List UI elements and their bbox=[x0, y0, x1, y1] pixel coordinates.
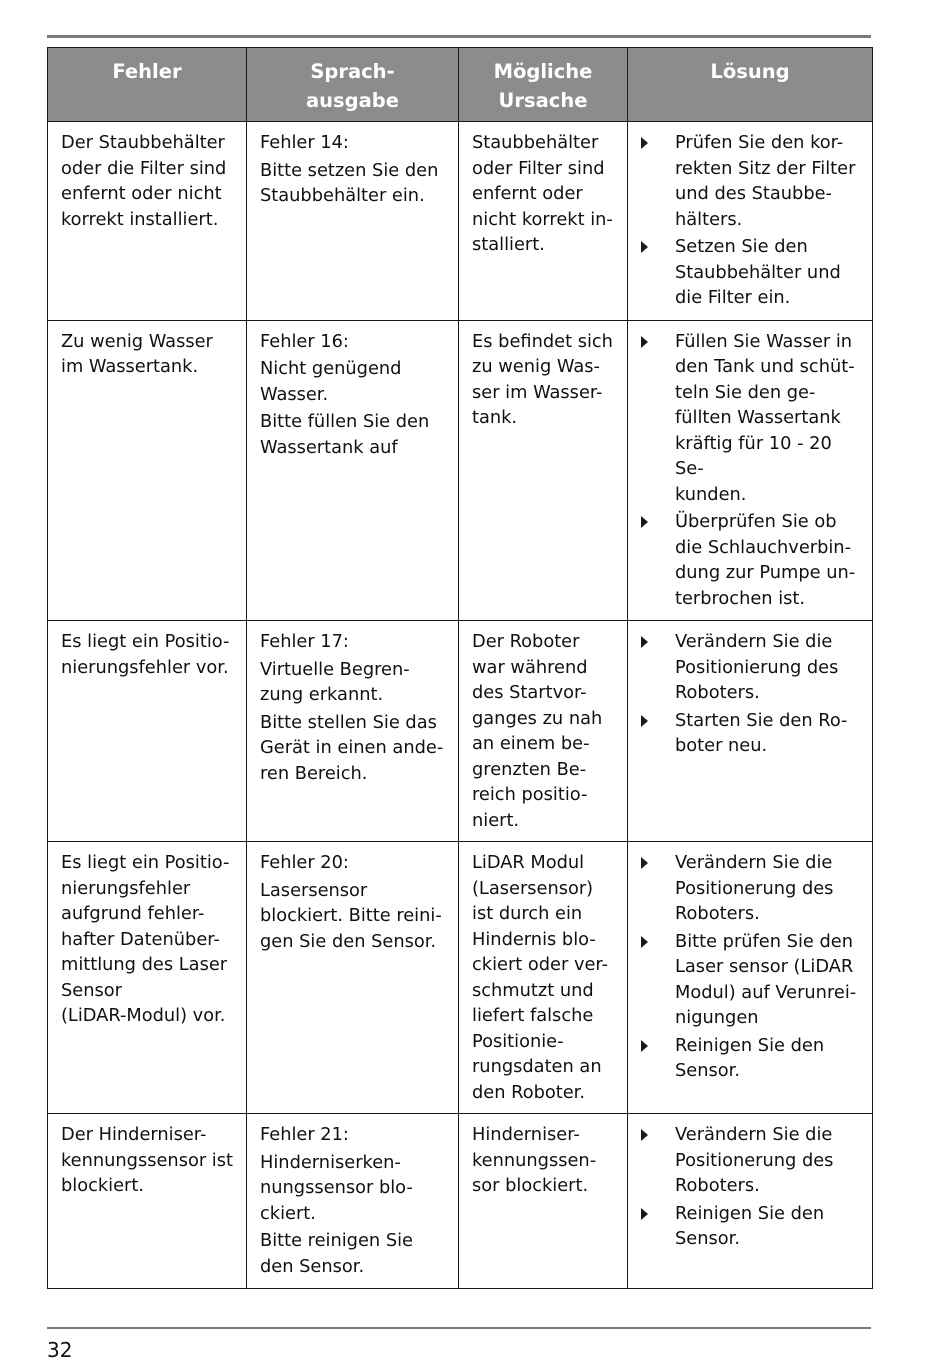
speech-block bbox=[260, 158, 446, 209]
text-line: Sensor bbox=[61, 979, 122, 1001]
bullet-arrow-icon bbox=[641, 1129, 648, 1141]
text-line: Starten Sie den Ro- bbox=[675, 709, 848, 731]
text-line: Fehler 14: bbox=[260, 132, 349, 153]
bullet-arrow-icon bbox=[641, 1040, 648, 1052]
bullet-arrow-icon bbox=[641, 1208, 648, 1220]
text-line: Nicht genügend bbox=[260, 358, 402, 379]
text-line: den Roboter. bbox=[472, 1081, 585, 1103]
text-line: Modul) auf Verunrei- bbox=[675, 981, 857, 1003]
text-line: des Startvor- bbox=[472, 682, 587, 703]
text-line: rekten Sitz der Filter bbox=[675, 157, 856, 179]
text-line: terbrochen ist. bbox=[675, 587, 806, 609]
text-line: Fehler 20: bbox=[260, 852, 349, 873]
text-line: Positionerung des bbox=[675, 877, 834, 899]
text-line: sor blockiert. bbox=[472, 1175, 589, 1196]
cell-sprachausgabe bbox=[247, 621, 459, 842]
solution-item bbox=[641, 1122, 860, 1199]
cell-ursache bbox=[459, 1114, 628, 1289]
cell-sprachausgabe bbox=[247, 122, 459, 321]
speech-block bbox=[260, 1150, 446, 1227]
text-line: oder Filter sind bbox=[472, 157, 605, 179]
text-line: nungssensor blo- bbox=[260, 1177, 413, 1198]
text-line: Fehler 17: bbox=[260, 631, 349, 652]
text-line: Sprach- bbox=[310, 60, 395, 83]
solution-item bbox=[641, 234, 860, 311]
text-line: Wassertank auf bbox=[260, 436, 398, 458]
solution-item bbox=[641, 708, 860, 759]
text-line: reich positio- bbox=[472, 784, 588, 805]
text-line: ausgabe bbox=[306, 89, 399, 112]
text-line: blockiert. Bitte reini- bbox=[260, 905, 442, 926]
text-line: dung zur Pumpe un- bbox=[675, 562, 856, 583]
text-line: enfernt oder nicht bbox=[61, 183, 222, 204]
text-line: kennungssen- bbox=[472, 1149, 597, 1171]
table-row bbox=[48, 842, 873, 1114]
text-line: grenzten Be- bbox=[472, 758, 587, 780]
text-line: ist durch ein bbox=[472, 903, 583, 924]
cell-fehler bbox=[48, 621, 247, 842]
text-line: Zu wenig Wasser bbox=[61, 330, 213, 352]
table-row bbox=[48, 1114, 873, 1289]
text-line: Wasser. bbox=[260, 383, 329, 405]
speech-block bbox=[260, 710, 446, 787]
bullet-arrow-icon bbox=[641, 715, 648, 727]
error-table bbox=[47, 47, 873, 1289]
solution-item bbox=[641, 130, 860, 232]
solution-item bbox=[641, 929, 860, 1031]
text-line: kennungssensor ist bbox=[61, 1149, 233, 1171]
text-line: Bitte stellen Sie das bbox=[260, 711, 437, 733]
solution-item bbox=[641, 1201, 860, 1252]
solution-item bbox=[641, 329, 860, 508]
speech-block bbox=[260, 409, 446, 460]
text-line: ckiert oder ver- bbox=[472, 954, 609, 975]
speech-block bbox=[260, 356, 446, 407]
text-line: hälters. bbox=[675, 208, 743, 230]
text-line: enfernt oder bbox=[472, 183, 583, 204]
text-line: die Schlauchverbin- bbox=[675, 536, 851, 558]
text-line: zung erkannt. bbox=[260, 684, 384, 705]
text-line: Der Hinderniser- bbox=[61, 1124, 207, 1145]
header-ursache bbox=[459, 48, 628, 122]
text-line: Positionierung des bbox=[675, 656, 839, 678]
text-line: Der Roboter bbox=[472, 631, 580, 652]
bullet-arrow-icon bbox=[641, 936, 648, 948]
text-line: ser im Wasser- bbox=[472, 381, 603, 403]
text-line: Mögliche bbox=[493, 60, 593, 83]
text-line: LiDAR Modul bbox=[472, 852, 585, 873]
header-loesung bbox=[628, 48, 873, 122]
text-line: zu wenig Was- bbox=[472, 356, 600, 377]
cell-loesung bbox=[628, 1114, 873, 1289]
text-line: nigungen bbox=[675, 1007, 759, 1028]
text-line: oder die Filter sind bbox=[61, 157, 227, 179]
speech-block bbox=[260, 1122, 446, 1148]
cell-ursache bbox=[459, 122, 628, 321]
cell-ursache bbox=[459, 320, 628, 621]
text-line: Bitte füllen Sie den bbox=[260, 411, 430, 432]
speech-block bbox=[260, 878, 446, 955]
bullet-arrow-icon bbox=[641, 137, 648, 149]
text-line: stalliert. bbox=[472, 234, 545, 255]
cell-loesung bbox=[628, 621, 873, 842]
text-line: schmutzt und bbox=[472, 979, 594, 1001]
text-line: mittlung des Laser bbox=[61, 954, 228, 975]
text-line: den Sensor. bbox=[260, 1255, 365, 1277]
cell-fehler bbox=[48, 1114, 247, 1289]
cell-fehler bbox=[48, 842, 247, 1114]
text-line: nicht korrekt in- bbox=[472, 208, 613, 230]
text-line: Verändern Sie die bbox=[675, 852, 833, 873]
text-line: die Filter ein. bbox=[675, 287, 791, 308]
text-line: Verändern Sie die bbox=[675, 1124, 833, 1145]
bullet-arrow-icon bbox=[641, 516, 648, 528]
text-line: Setzen Sie den bbox=[675, 236, 808, 257]
text-line: Hindernis blo- bbox=[472, 928, 596, 950]
solution-item bbox=[641, 629, 860, 706]
text-line: gen Sie den Sensor. bbox=[260, 930, 437, 952]
text-line: und des Staubbe- bbox=[675, 183, 832, 204]
text-line: Positionie- bbox=[472, 1030, 564, 1052]
text-line: war während bbox=[472, 656, 588, 678]
speech-block bbox=[260, 130, 446, 156]
cell-fehler bbox=[48, 320, 247, 621]
text-line: nierungsfehler bbox=[61, 877, 191, 899]
text-line: kunden. bbox=[675, 483, 747, 505]
text-line: ren Bereich. bbox=[260, 762, 368, 784]
text-line: im Wassertank. bbox=[61, 356, 199, 377]
cell-fehler bbox=[48, 122, 247, 321]
cell-sprachausgabe bbox=[247, 842, 459, 1114]
text-line: liefert falsche bbox=[472, 1005, 594, 1026]
text-line: rungsdaten an bbox=[472, 1056, 602, 1077]
text-line: füllten Wassertank bbox=[675, 407, 841, 428]
text-line: niert. bbox=[472, 809, 520, 831]
text-line: Prüfen Sie den kor- bbox=[675, 132, 844, 153]
text-line: (LiDAR-Modul) vor. bbox=[61, 1005, 226, 1026]
text-line: Hinderniser- bbox=[472, 1124, 580, 1145]
text-line: Es liegt ein Positio- bbox=[61, 631, 230, 652]
text-line: Virtuelle Begren- bbox=[260, 658, 410, 680]
solution-item bbox=[641, 509, 860, 611]
cell-sprachausgabe bbox=[247, 320, 459, 621]
bullet-arrow-icon bbox=[641, 336, 648, 348]
text-line: Es befindet sich bbox=[472, 330, 613, 352]
bottom-rule bbox=[47, 1327, 871, 1329]
header-sprachausgabe bbox=[247, 48, 459, 122]
text-line: Es liegt ein Positio- bbox=[61, 852, 230, 873]
speech-block bbox=[260, 657, 446, 708]
text-line: Bitte setzen Sie den bbox=[260, 159, 439, 181]
text-line: Positionerung des bbox=[675, 1149, 834, 1171]
text-line: ckiert. bbox=[260, 1202, 316, 1224]
header-fehler bbox=[48, 48, 247, 122]
cell-ursache bbox=[459, 842, 628, 1114]
cell-loesung bbox=[628, 122, 873, 321]
text-line: Füllen Sie Wasser in bbox=[675, 330, 853, 352]
solution-item bbox=[641, 850, 860, 927]
text-line: Reinigen Sie den bbox=[675, 1202, 825, 1224]
text-line: Ursache bbox=[498, 89, 588, 112]
text-line: Fehler 16: bbox=[260, 330, 349, 352]
text-line: kräftig für 10 - 20 Se- bbox=[675, 432, 832, 479]
text-line: Fehler 21: bbox=[260, 1124, 349, 1145]
bullet-arrow-icon bbox=[641, 241, 648, 253]
speech-block bbox=[260, 629, 446, 655]
text-line: Staubbehälter ein. bbox=[260, 185, 425, 206]
text-line: Hinderniserken- bbox=[260, 1151, 401, 1173]
text-line: an einem be- bbox=[472, 733, 590, 754]
text-line: (Lasersensor) bbox=[472, 877, 594, 899]
table-row bbox=[48, 122, 873, 321]
text-line: Gerät in einen ande- bbox=[260, 737, 444, 758]
cell-loesung bbox=[628, 320, 873, 621]
cell-loesung bbox=[628, 842, 873, 1114]
text-line: Lösung bbox=[710, 60, 790, 83]
table-row bbox=[48, 621, 873, 842]
speech-block bbox=[260, 329, 446, 355]
top-rule bbox=[47, 35, 871, 38]
text-line: Lasersensor bbox=[260, 879, 368, 901]
text-line: nierungsfehler vor. bbox=[61, 656, 229, 678]
text-line: Der Staubbehälter bbox=[61, 132, 225, 153]
text-line: Staubbehälter und bbox=[675, 261, 841, 283]
text-line: Reinigen Sie den bbox=[675, 1034, 825, 1056]
table-row bbox=[48, 320, 873, 621]
text-line: Überprüfen Sie ob bbox=[675, 511, 837, 532]
text-line: aufgrund fehler- bbox=[61, 903, 205, 924]
text-line: korrekt installiert. bbox=[61, 208, 219, 230]
text-line: Staubbehälter bbox=[472, 132, 599, 153]
table-header-row bbox=[48, 48, 873, 122]
cell-sprachausgabe bbox=[247, 1114, 459, 1289]
speech-block bbox=[260, 1228, 446, 1279]
text-line: boter neu. bbox=[675, 735, 768, 756]
text-line: teln Sie den ge- bbox=[675, 381, 816, 403]
text-line: Roboters. bbox=[675, 1175, 760, 1196]
text-line: Laser sensor (LiDAR bbox=[675, 956, 854, 977]
speech-block bbox=[260, 850, 446, 876]
page-number: 32 bbox=[47, 1338, 73, 1362]
text-line: hafter Datenüber- bbox=[61, 928, 220, 950]
text-line: Sensor. bbox=[675, 1228, 740, 1249]
text-line: Bitte prüfen Sie den bbox=[675, 930, 853, 952]
text-line: Bitte reinigen Sie bbox=[260, 1230, 413, 1251]
text-line: den Tank und schüt- bbox=[675, 356, 855, 377]
bullet-arrow-icon bbox=[641, 857, 648, 869]
text-line: tank. bbox=[472, 407, 518, 428]
text-line: Verändern Sie die bbox=[675, 631, 833, 652]
text-line: ganges zu nah bbox=[472, 707, 603, 729]
solution-item bbox=[641, 1033, 860, 1084]
text-line: Fehler bbox=[112, 60, 182, 83]
cell-ursache bbox=[459, 621, 628, 842]
text-line: Roboters. bbox=[675, 903, 760, 924]
bullet-arrow-icon bbox=[641, 636, 648, 648]
text-line: Sensor. bbox=[675, 1060, 740, 1081]
text-line: blockiert. bbox=[61, 1175, 144, 1196]
text-line: Roboters. bbox=[675, 682, 760, 703]
